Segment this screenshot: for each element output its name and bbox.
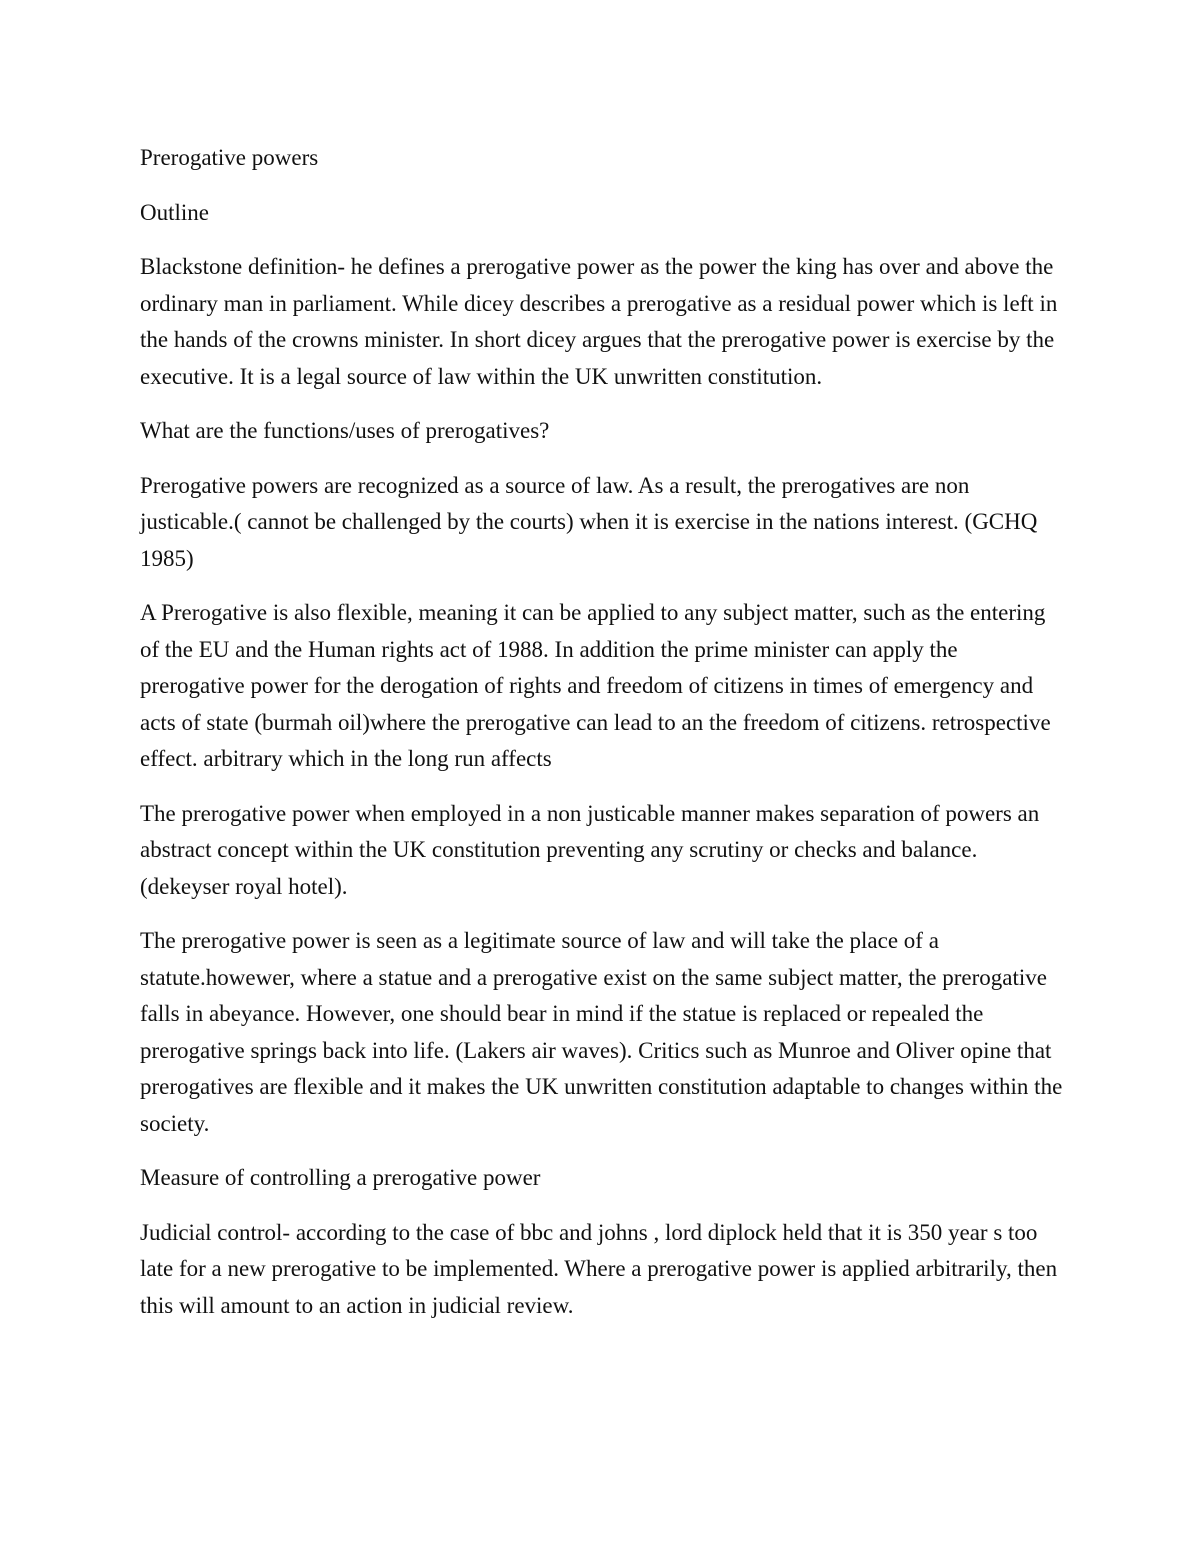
paragraph-source-of-law: Prerogative powers are recognized as a source of law. As a result, the prerogatives are non justicable.( cannot be challenged by the courts) when it is exercise in the nations interest. (GCHQ 1985) (140, 472, 1038, 571)
paragraph-blackstone-definition: Blackstone definition- he defines a prerogative power as the power the king has over and above the ordinary man in parliament. While dicey describes a prerogative as a residual power which is left in the hands of the crowns minister. In short dicey argues that the prerogative power is exercise by the executive. It is a legal source of law within the UK unwritten constitution. (140, 254, 1058, 389)
outline-heading: Outline (140, 199, 209, 225)
document-page (140, 140, 1065, 1342)
document-title: Prerogative powers (140, 145, 319, 170)
section-heading-functions: What are the functions/uses of prerogatives? (140, 418, 550, 443)
paragraph-flexibility: A Prerogative is also flexible, meaning it can be applied to any subject matter, such as the entering of the EU and the Human rights act of 1988. In addition the prime minister can apply the prerogative power for the derogation of rights and freedom of citizens in times of emergency and acts of state (burmah oil)where the prerogative can lead to an the freedom of citizens. retrospective effect. arbitrary which in the long run affects (140, 600, 1051, 771)
paragraph-separation-of-powers: The prerogative power when employed in a non justicable manner makes separation of powers an abstract concept within the UK constitution preventing any scrutiny or checks and balance. (dekeyser royal hotel). (140, 800, 1040, 899)
paragraph-judicial-control: Judicial control- according to the case of bbc and johns , lord diplock held that it is 350 year s too late for a new prerogative to be implemented. Where a prerogative power is applied arbitrarily, then this will amount to an action in judicial review. (140, 1219, 1058, 1318)
paragraph-legitimate-source: The prerogative power is seen as a legitimate source of law and will take the place of a statute.howewer, where a statue and a prerogative exist on the same subject matter, the prerogative falls in abeyance. However, one should bear in mind if the statue is replaced or repealed the prerogative springs back into life. (Lakers air waves). Critics such as Munroe and Oliver opine that prerogatives are flexible and it makes the UK unwritten constitution adaptable to changes within the society. (140, 928, 1063, 1136)
section-heading-control: Measure of controlling a prerogative power (140, 1165, 541, 1190)
